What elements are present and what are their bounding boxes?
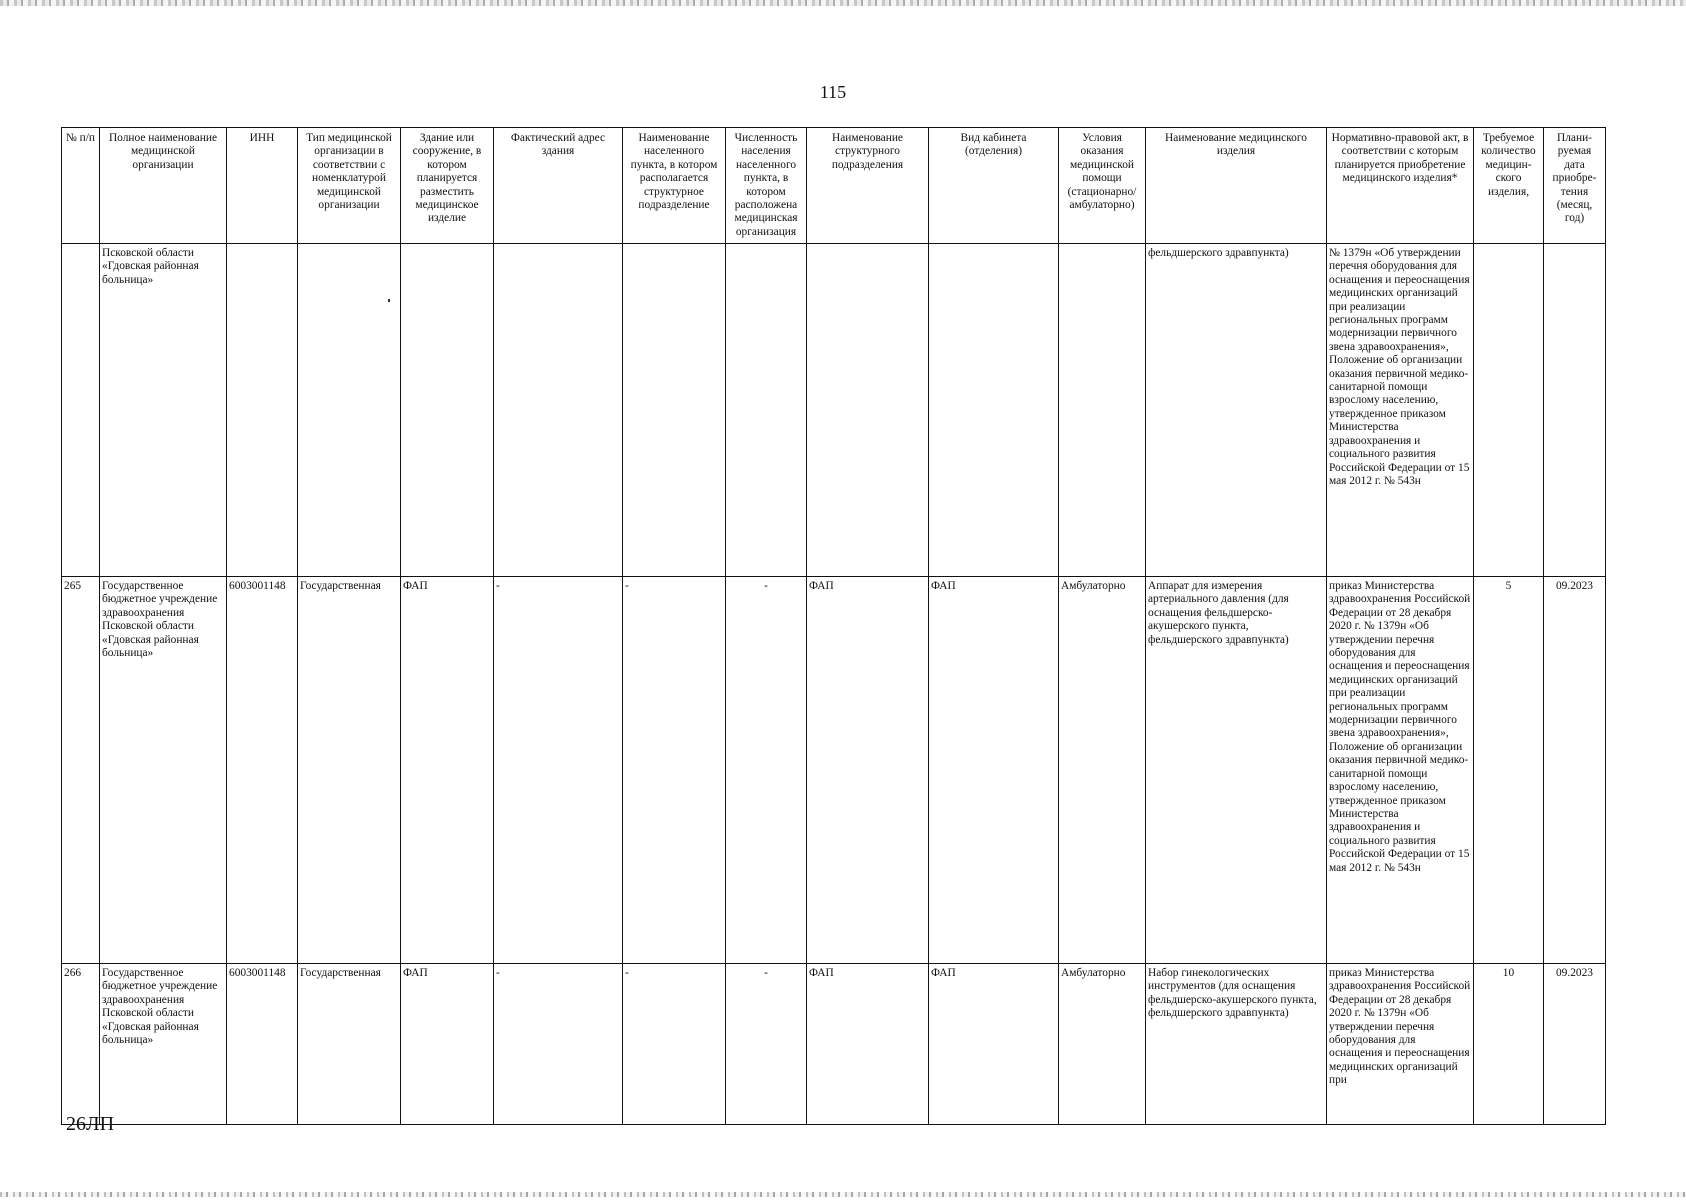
scan-speck	[388, 299, 390, 302]
header-cabinet: Вид кабинета (отделения)	[929, 128, 1059, 244]
header-organization: Полное наименование медицинской организации	[100, 128, 227, 244]
cell-cabinet: ФАП	[929, 577, 1059, 964]
cell-address	[494, 244, 623, 577]
header-device: Наименование медицинского изделия	[1146, 128, 1327, 244]
table-row-continuation	[62, 244, 1606, 577]
cell-inn: 6003001148	[227, 964, 298, 1125]
cell-organization: Государственное бюджетное учреждение здравоохранения Псковской области «Гдовская районная больница»	[100, 964, 227, 1125]
cell-population: -	[726, 964, 807, 1125]
cell-building	[401, 244, 494, 577]
cell-cabinet	[929, 244, 1059, 577]
cell-unit: ФАП	[807, 577, 929, 964]
cell-quantity: 10	[1474, 964, 1544, 1125]
cell-locality	[623, 244, 726, 577]
cell-type: Государственная	[298, 577, 401, 964]
header-legal-act: Нормативно-правовой акт, в соответствии с которым планируется приобретение медицинского изделия*	[1327, 128, 1474, 244]
cell-locality: -	[623, 577, 726, 964]
header-inn: ИНН	[227, 128, 298, 244]
cell-legal-act: приказ Министерства здравоохранения Российской Федерации от 28 декабря 2020 г. № 1379н «Об утверждении перечня оборудования для оснащения и переоснащения медицинских организаций при	[1327, 964, 1474, 1125]
cell-inn	[227, 244, 298, 577]
cell-population	[726, 244, 807, 577]
cell-num: 266	[62, 964, 100, 1125]
cell-date: 09.2023	[1544, 577, 1606, 964]
table-header-row	[62, 128, 1606, 244]
header-building: Здание или сооружение, в котором планируется разместить медицинское изделие	[401, 128, 494, 244]
cell-legal-act: № 1379н «Об утверждении перечня оборудования для оснащения и переоснащения медицинских организаций при реализации региональных программ модернизации первичного звена здравоохранения», Положение об организации оказания первичной медико-санитарной помощи взрослому населению, утвержденное приказом Министерства здравоохранения и социального развития Российской Федерации от 15 мая 2012 г. № 543н	[1327, 244, 1474, 577]
cell-building: ФАП	[401, 577, 494, 964]
cell-device: Набор гинекологических инструментов (для оснащения фельдшерско-акушерского пункта, фельдшерского здравпункта)	[1146, 964, 1327, 1125]
cell-conditions: Амбулаторно	[1059, 577, 1146, 964]
cell-locality: -	[623, 964, 726, 1125]
cell-quantity	[1474, 244, 1544, 577]
header-address: Фактический адрес здания	[494, 128, 623, 244]
header-conditions: Условия оказания медицинской помощи (стационарно/ амбулаторно)	[1059, 128, 1146, 244]
header-type: Тип медицинской организации в соответствии с номенклатурой медицинской организации	[298, 128, 401, 244]
equipment-table	[61, 127, 1606, 1125]
cell-conditions	[1059, 244, 1146, 577]
cell-unit: ФАП	[807, 964, 929, 1125]
table-row	[62, 577, 1606, 964]
cell-unit	[807, 244, 929, 577]
scan-edge-bottom	[0, 1192, 1686, 1197]
header-date: Плани-руемая дата приобре-тения (месяц, год)	[1544, 128, 1606, 244]
header-quantity: Требуемое количество медицин-ского изделия,	[1474, 128, 1544, 244]
cell-num: 265	[62, 577, 100, 964]
cell-type: Государственная	[298, 964, 401, 1125]
header-num: № п/п	[62, 128, 100, 244]
cell-device: фельдшерского здравпункта)	[1146, 244, 1327, 577]
cell-num	[62, 244, 100, 577]
cell-device: Аппарат для измерения артериального давления (для оснащения фельдшерско-акушерского пункта, фельдшерского здравпункта)	[1146, 577, 1327, 964]
cell-type	[298, 244, 401, 577]
cell-organization: Псковской области «Гдовская районная больница»	[100, 244, 227, 577]
page-number: 115	[819, 82, 847, 102]
cell-address: -	[494, 577, 623, 964]
cell-date	[1544, 244, 1606, 577]
header-unit: Наименование структурного подразделения	[807, 128, 929, 244]
cell-cabinet: ФАП	[929, 964, 1059, 1125]
header-locality: Наименование населенного пункта, в котором располагается структурное подразделение	[623, 128, 726, 244]
table-row	[62, 964, 1606, 1125]
header-population: Численность населения населенного пункта, в котором расположена медицинская организация	[726, 128, 807, 244]
document-code: 26ЛП	[66, 1113, 115, 1135]
cell-address: -	[494, 964, 623, 1125]
cell-conditions: Амбулаторно	[1059, 964, 1146, 1125]
cell-date: 09.2023	[1544, 964, 1606, 1125]
cell-quantity: 5	[1474, 577, 1544, 964]
cell-population: -	[726, 577, 807, 964]
cell-inn: 6003001148	[227, 577, 298, 964]
cell-building: ФАП	[401, 964, 494, 1125]
scan-edge-top	[0, 0, 1686, 6]
cell-legal-act: приказ Министерства здравоохранения Российской Федерации от 28 декабря 2020 г. № 1379н «Об утверждении перечня оборудования для оснащения и переоснащения медицинских организаций при реализации региональных программ модернизации первичного звена здравоохранения», Положение об организации оказания первичной медико-санитарной помощи взрослому населению, утвержденное приказом Министерства здравоохранения и социального развития Российской Федерации от 15 мая 2012 г. № 543н	[1327, 577, 1474, 964]
cell-organization: Государственное бюджетное учреждение здравоохранения Псковской области «Гдовская районная больница»	[100, 577, 227, 964]
